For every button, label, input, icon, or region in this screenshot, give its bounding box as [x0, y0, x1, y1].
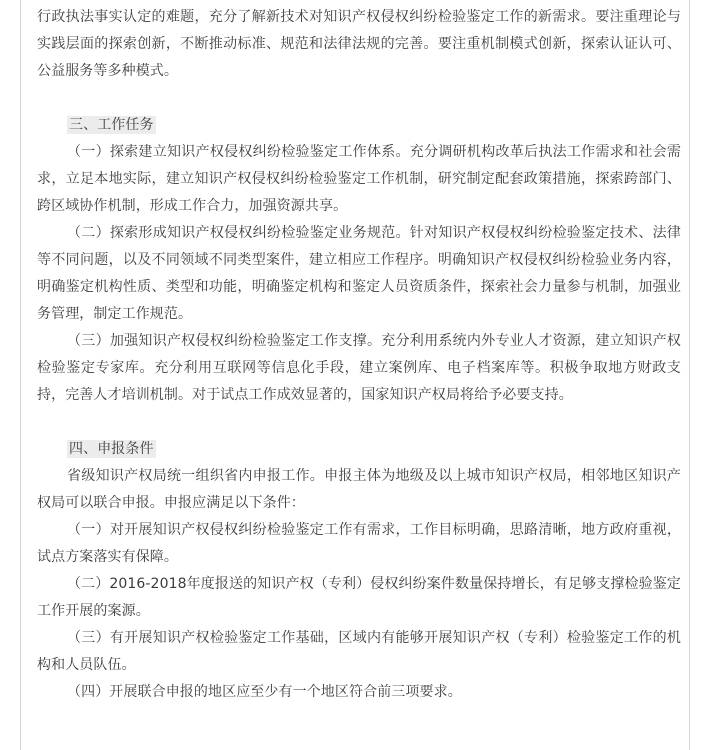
section-4-intro: 省级知识产权局统一组织省内申报工作。申报主体为地级及以上城市知识产权局，相邻地区知识产权局可以联合申报。申报应满足以下条件：	[37, 468, 681, 511]
document-page	[20, 0, 690, 750]
section-3-heading	[37, 112, 681, 139]
section-3-item-2: （二）探索形成知识产权侵权纠纷检验鉴定业务规范。针对知识产权侵权纠纷检验鉴定技术、法律等不同问题，以及不同领域不同类型案件，建立相应工作程序。明确知识产权侵权纠纷检验业务内容，明确鉴定机构性质、类型和功能，明确鉴定机构和鉴定人员资质条件，探索社会力量参与机制，加强业务管理，制定工作规范。	[37, 225, 681, 322]
section-3-item-3: （三）加强知识产权侵权纠纷检验鉴定工作支撑。充分利用系统内外专业人才资源，建立知识产权检验鉴定专家库。充分利用互联网等信息化手段，建立案例库、电子档案库等。积极争取地方财政支持，完善人才培训机制。对于试点工作成效显著的，国家知识产权局将给予必要支持。	[37, 333, 681, 403]
section-spacer	[37, 409, 681, 436]
document-content	[37, 4, 681, 706]
section-4-heading	[37, 436, 681, 463]
intro-paragraph: 行政执法事实认定的难题，充分了解新技术对知识产权侵权纠纷检验鉴定工作的新需求。要注重理论与实践层面的探索创新，不断推动标准、规范和法律法规的完善。要注重机制模式创新，探索认证认可、公益服务等多种模式。	[37, 9, 681, 79]
section-4-item-3: （三）有开展知识产权检验鉴定工作基础，区域内有能够开展知识产权（专利）检验鉴定工作的机构和人员队伍。	[37, 630, 681, 673]
section-3-heading-text: 三、工作任务	[69, 117, 154, 133]
section-spacer	[37, 85, 681, 112]
section-3-item-1: （一）探索建立知识产权侵权纠纷检验鉴定工作体系。充分调研机构改革后执法工作需求和社会需求，立足本地实际，建立知识产权侵权纠纷检验鉴定工作机制，研究制定配套政策措施，探索跨部门、跨区域协作机制，形成工作合力，加强资源共享。	[37, 144, 681, 214]
section-4-item-4: （四）开展联合申报的地区应至少有一个地区符合前三项要求。	[67, 684, 462, 700]
section-4-heading-text: 四、申报条件	[69, 441, 154, 457]
section-4-item-1: （一）对开展知识产权侵权纠纷检验鉴定工作有需求，工作目标明确，思路清晰，地方政府重视，试点方案落实有保障。	[37, 522, 681, 565]
section-4-item-2: （二）2016-2018年度报送的知识产权（专利）侵权纠纷案件数量保持增长，有足够支撑检验鉴定工作开展的案源。	[37, 576, 681, 619]
